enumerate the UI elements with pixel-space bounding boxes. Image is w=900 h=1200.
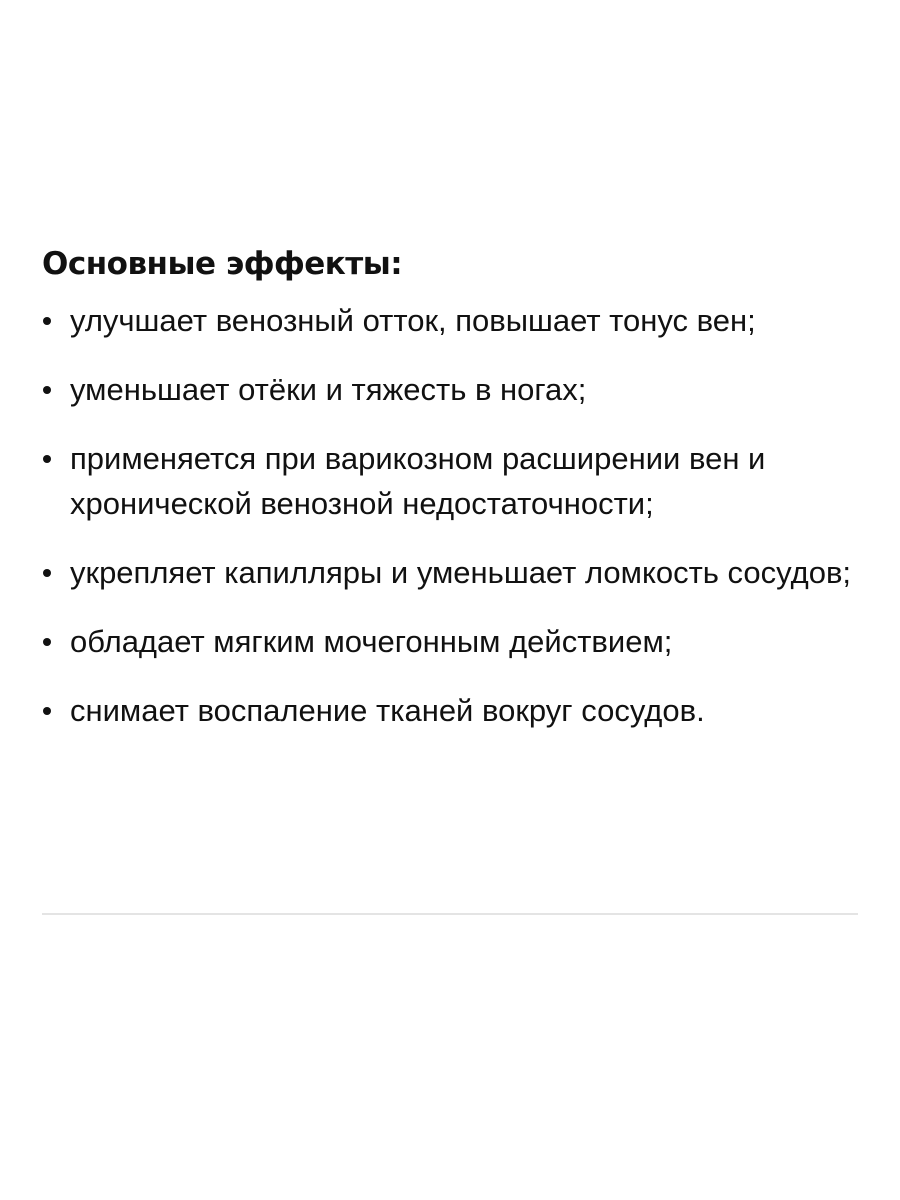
list-item-text: применяется при варикозном расширении вен и хронической венозной недостаточности; — [70, 441, 766, 521]
list-item — [42, 436, 858, 526]
bullet-icon — [43, 707, 51, 715]
list-item — [42, 367, 858, 412]
list-item-text: обладает мягким мочегонным действием; — [70, 624, 673, 659]
list-item-text: улучшает венозный отток, повышает тонус вен; — [70, 303, 756, 338]
list-item — [42, 298, 858, 343]
list-item-text: снимает воспаление тканей вокруг сосудов. — [70, 693, 705, 728]
bullet-icon — [43, 317, 51, 325]
section-divider — [42, 913, 858, 915]
bullet-icon — [43, 455, 51, 463]
effects-list — [42, 298, 858, 733]
bullet-icon — [43, 386, 51, 394]
list-item-text: укрепляет капилляры и уменьшает ломкость сосудов; — [70, 555, 852, 590]
effects-section — [42, 242, 858, 733]
list-item — [42, 619, 858, 664]
list-item — [42, 550, 858, 595]
bullet-icon — [43, 638, 51, 646]
list-item — [42, 688, 858, 733]
section-heading: Основные эффекты: — [42, 246, 403, 282]
list-item-text: уменьшает отёки и тяжесть в ногах; — [70, 372, 587, 407]
bullet-icon — [43, 569, 51, 577]
